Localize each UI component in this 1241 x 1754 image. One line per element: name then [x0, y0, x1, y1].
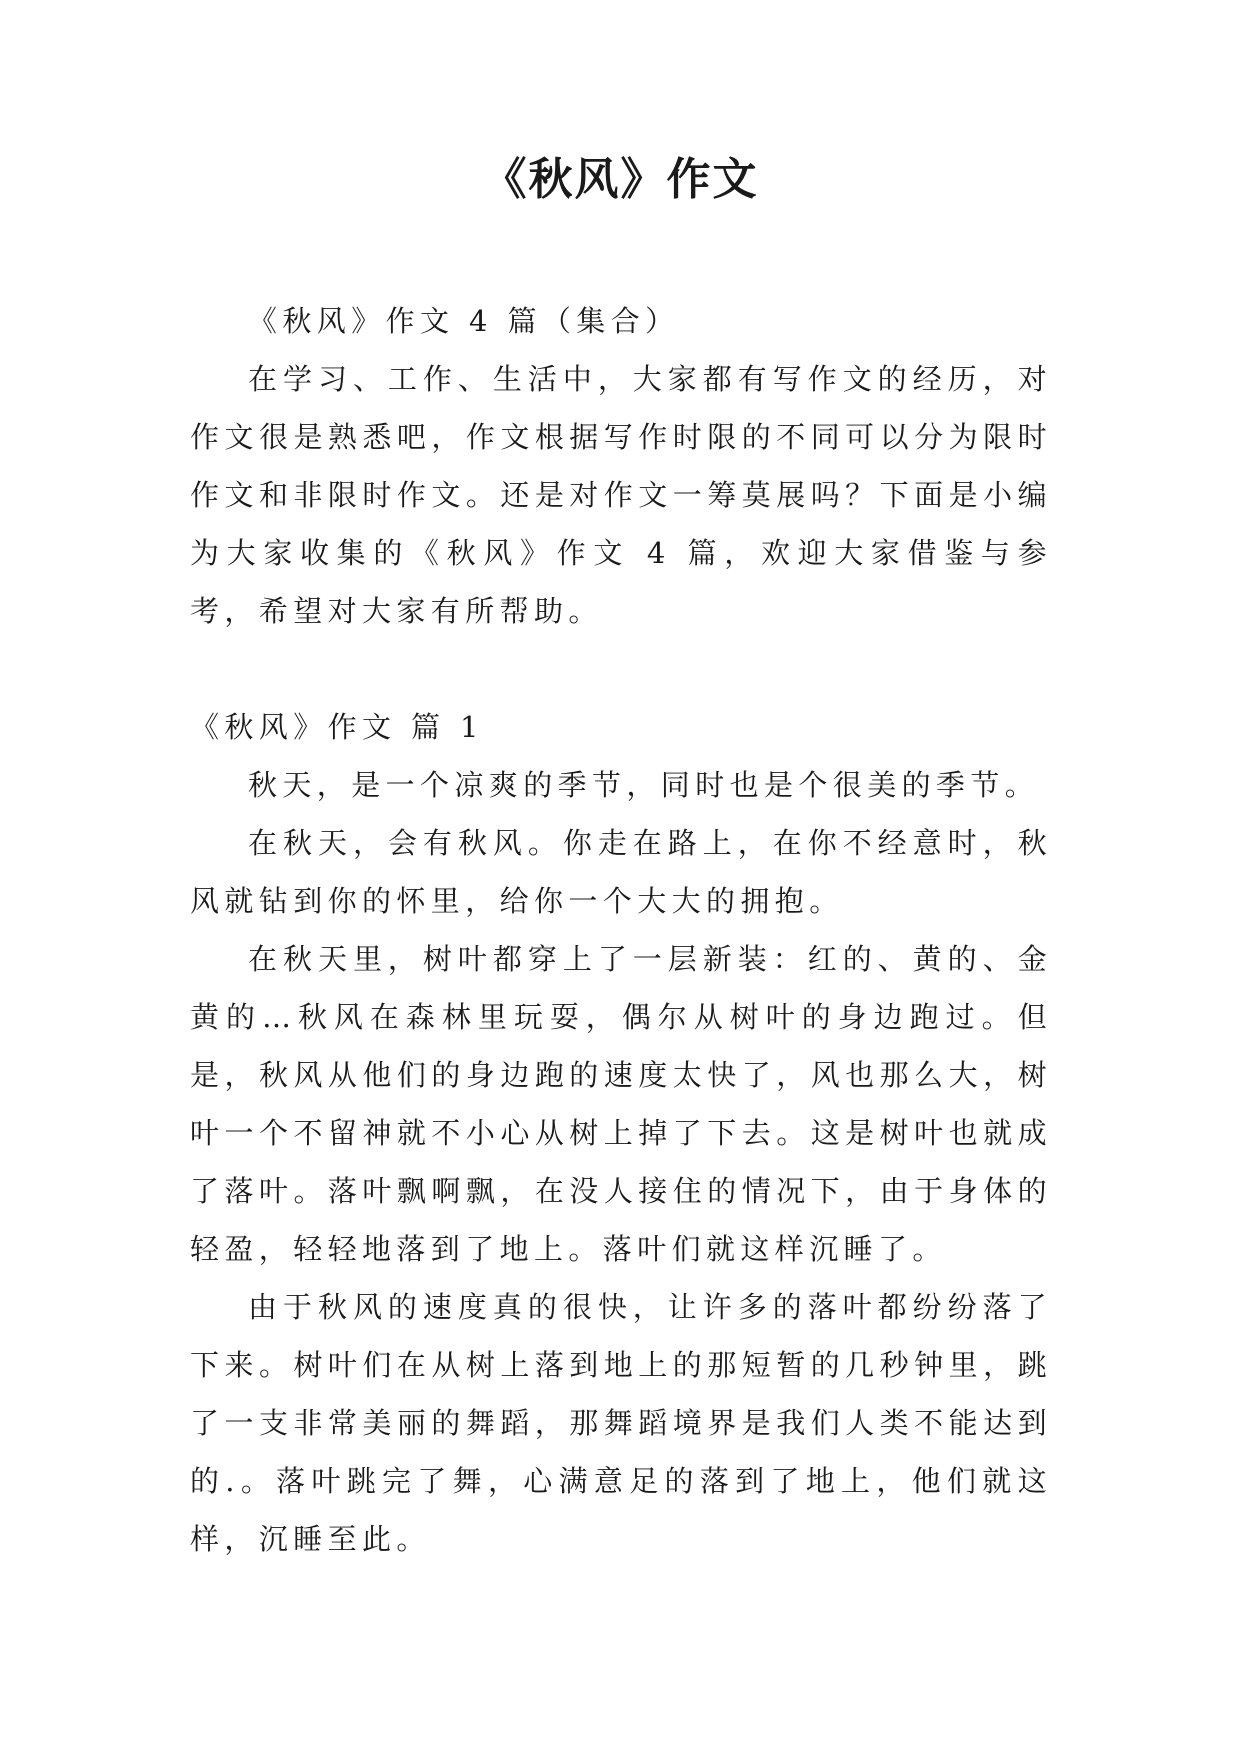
- intro-paragraph: 在学习、工作、生活中，大家都有写作文的经历，对作文很是熟悉吧，作文根据写作时限的不同可以分为限时作文和非限时作文。还是对作文一筹莫展吗？下面是小编为大家收集的《秋风》作文 4 篇，欢迎大家借鉴与参考，希望对大家有所帮助。: [190, 362, 1052, 628]
- document-title: 《秋风》作文: [482, 154, 759, 205]
- body-paragraph: 由于秋风的速度真的很快，让许多的落叶都纷纷落了下来。树叶们在从树上落到地上的那短暂的几秒钟里，跳了一支非常美丽的舞蹈，那舞蹈境界是我们人类不能达到的.。落叶跳完了舞，心满意足的落到了地上，他们就这样，沉睡至此。: [190, 1290, 1052, 1556]
- section-heading: 《秋风》作文 篇 1: [190, 710, 484, 744]
- body-paragraph: 在秋天，会有秋风。你走在路上，在你不经意时，秋风就钻到你的怀里，给你一个大大的拥抱。: [190, 826, 1052, 918]
- document-body: [190, 292, 1052, 1568]
- body-paragraph: 秋天，是一个凉爽的季节，同时也是个很美的季节。: [248, 768, 1040, 802]
- body-paragraph: 在秋天里，树叶都穿上了一层新装：红的、黄的、金黄的…秋风在森林里玩耍，偶尔从树叶的身边跑过。但是，秋风从他们的身边跑的速度太快了，风也那么大，树叶一个不留神就不小心从树上掉了下去。这是树叶也就成了落叶。落叶飘啊飘，在没人接住的情况下，由于身体的轻盈，轻轻地落到了地上。落叶们就这样沉睡了。: [190, 942, 1052, 1266]
- document-subtitle: 《秋风》作文 4 篇（集合）: [248, 304, 680, 338]
